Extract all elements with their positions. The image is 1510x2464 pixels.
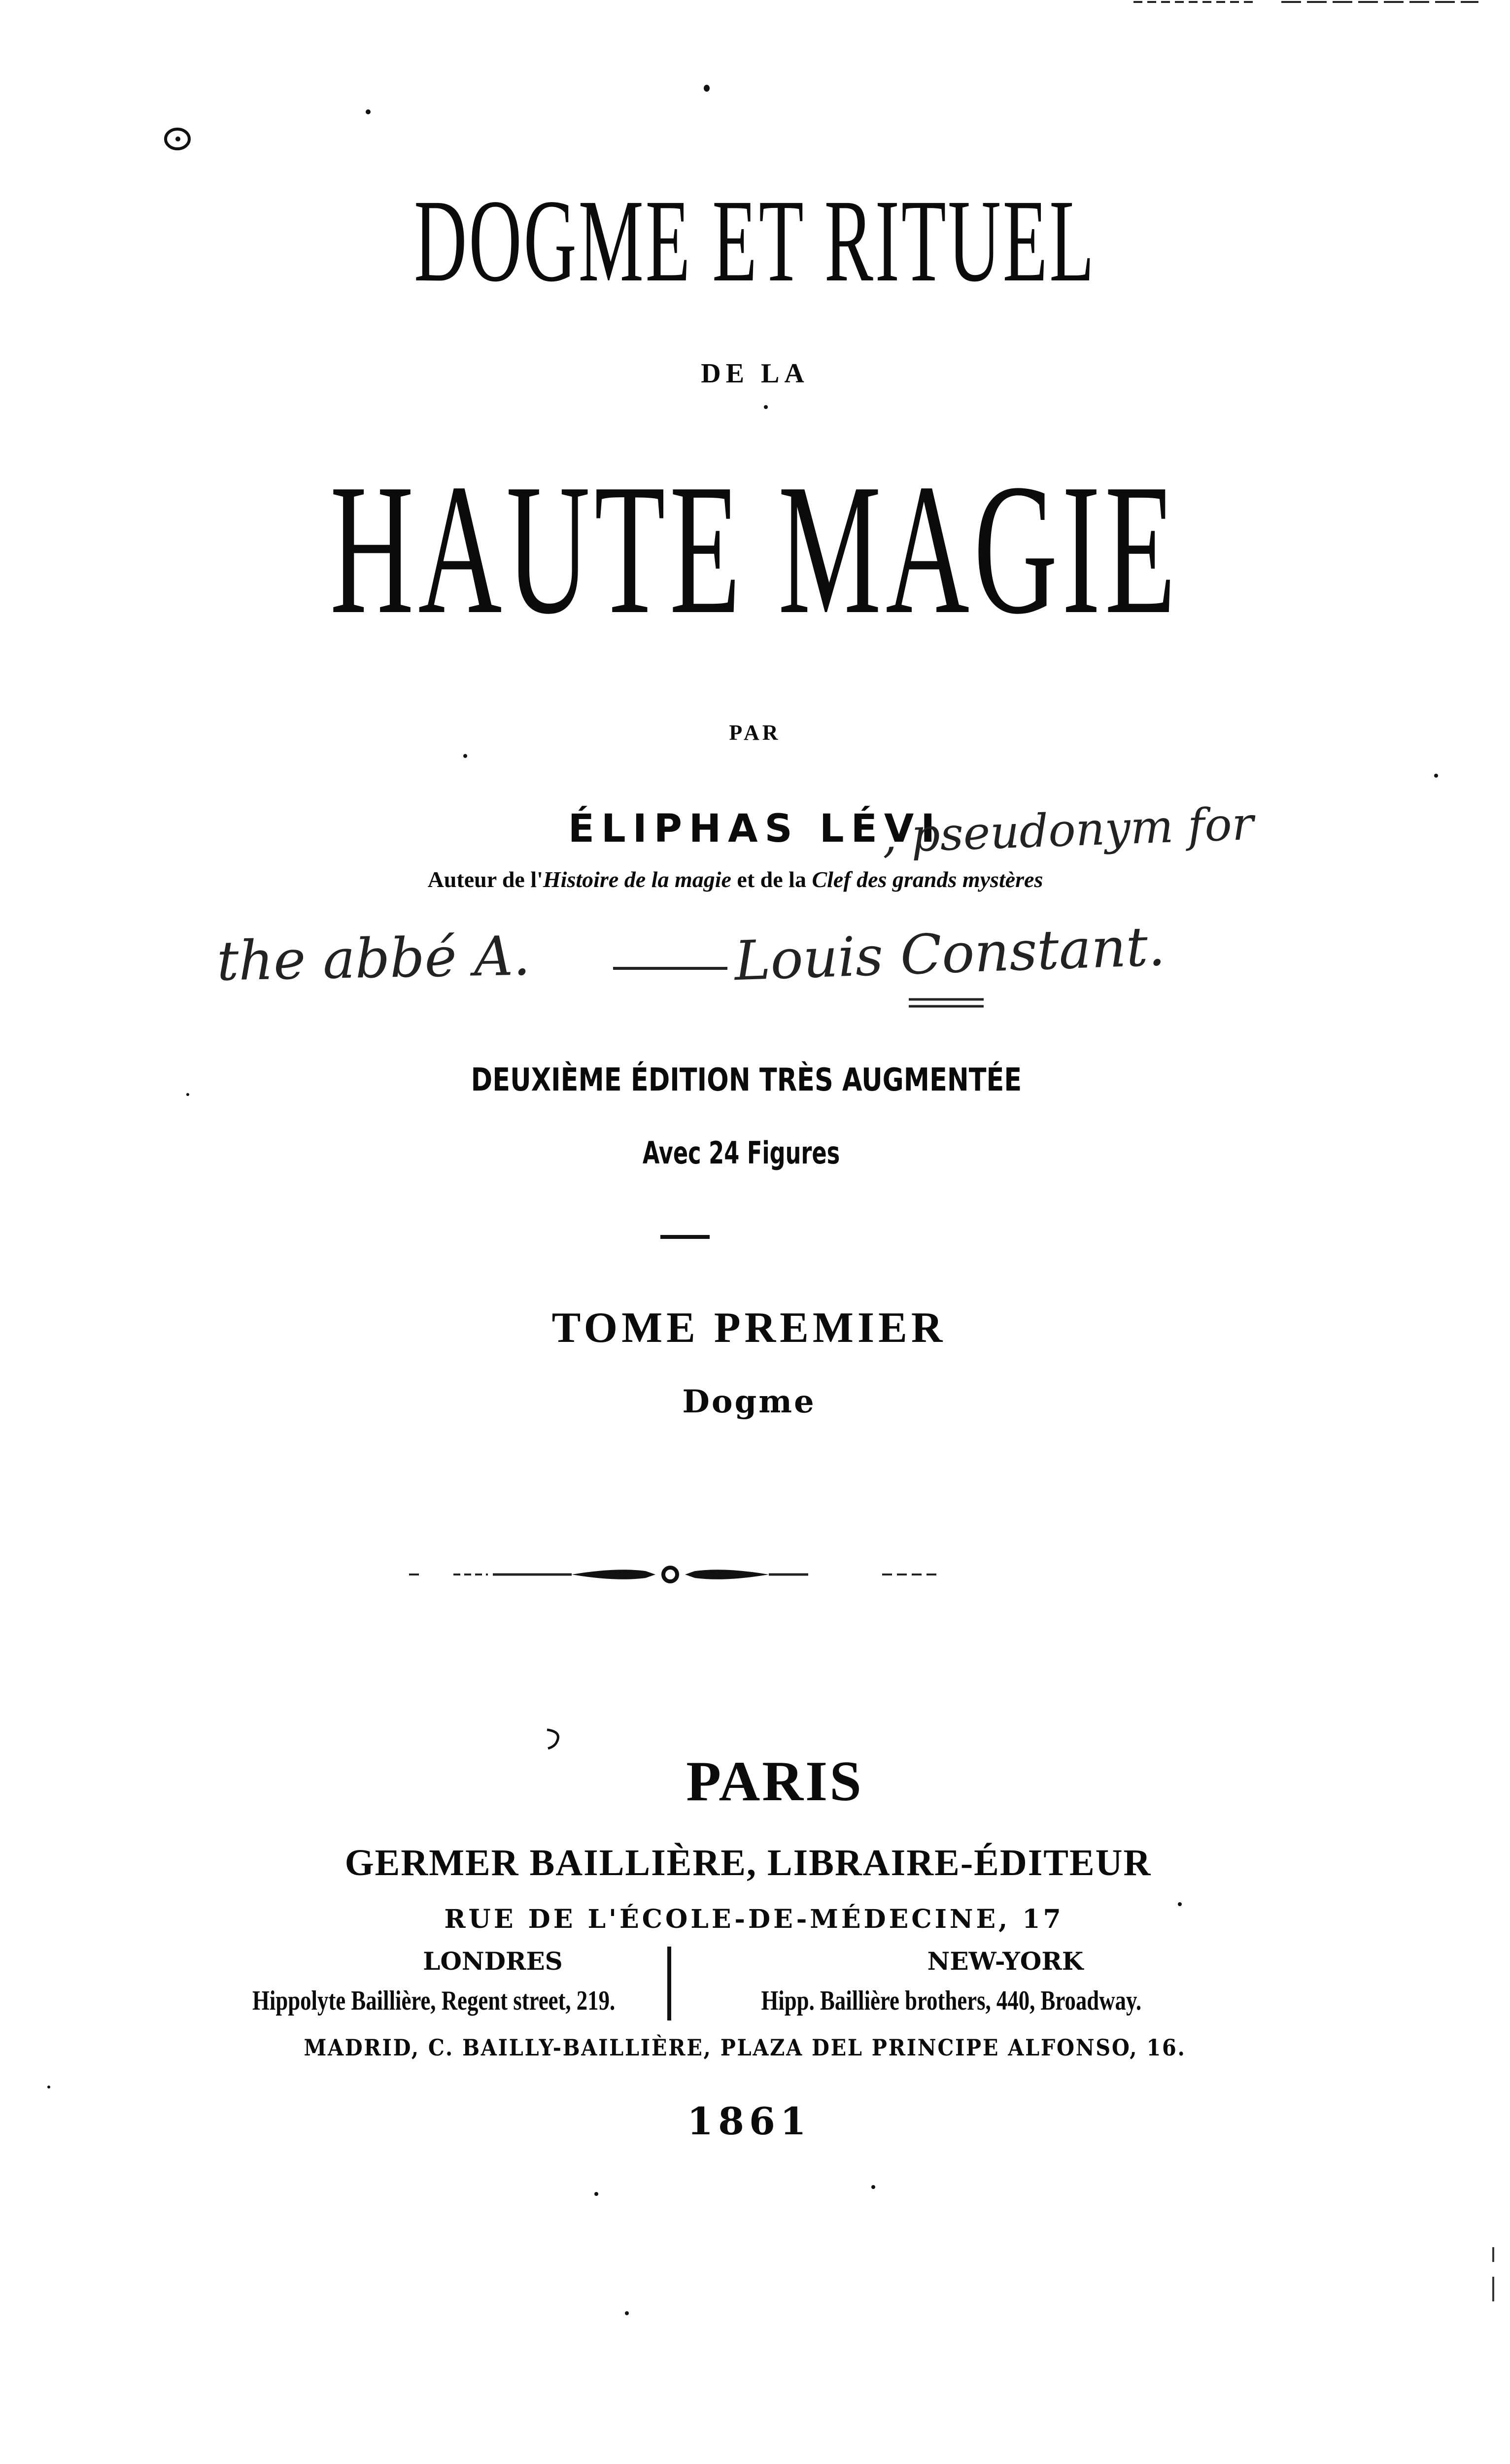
scan-speck (463, 754, 467, 758)
scan-speck (704, 85, 710, 92)
section-rule (660, 1234, 710, 1240)
scan-edge-marks (1488, 2247, 1498, 2306)
column-divider (667, 1947, 671, 2020)
publisher-address: RUE DE L'ÉCOLE-DE-MÉDECINE, 17 (444, 1904, 1064, 1934)
library-stamp-icon (162, 123, 193, 155)
scan-speck (47, 2086, 50, 2088)
newyork-label: NEW-YORK (927, 1947, 1084, 1976)
handwritten-note-2: the abbé A. (216, 924, 531, 993)
handwritten-underline (907, 995, 986, 1010)
scan-edge-marks (1133, 0, 1510, 6)
madrid-line: MADRID, C. BAILLY-BAILLIÈRE, PLAZA DEL PRINCIPE ALFONSO, 16. (304, 2034, 1187, 2061)
edition-line-1: DEUXIÈME ÉDITION TRÈS AUGMENTÉE (471, 1062, 1022, 1098)
title-line-2: DE LA (701, 358, 809, 389)
author-credentials: Auteur de l'Histoire de la magie et de la Clef des grands mystères (427, 867, 1043, 892)
newyork-address: Hipp. Baillière brothers, 440, Broadway. (761, 1985, 1141, 2016)
london-address: Hippolyte Baillière, Regent street, 219. (252, 1985, 616, 2016)
title-line-3: HAUTE MAGIE (330, 445, 1180, 653)
scan-speck (594, 2192, 598, 2196)
publisher-name: GERMER BAILLIÈRE, LIBRAIRE-ÉDITEUR (344, 1842, 1152, 1883)
handwritten-note-3: Louis Constant. (733, 914, 1167, 993)
volume-tome: TOME PREMIER (551, 1304, 947, 1352)
london-label: LONDRES (423, 1947, 563, 1976)
ornamental-rule (409, 1562, 951, 1587)
author-name: ÉLIPHAS LÉVI (568, 807, 942, 851)
volume-subtitle: Dogme (682, 1383, 816, 1420)
publisher-city: PARIS (686, 1750, 863, 1813)
handwritten-note-1: , pseudonym for (881, 797, 1255, 863)
edition-line-2: Avec 24 Figures (642, 1135, 840, 1171)
scan-speck (625, 2311, 629, 2315)
scan-speck (366, 109, 371, 114)
scan-speck (871, 2185, 875, 2189)
title-line-1: DOGME ET RITUEL (414, 175, 1096, 306)
scan-speck (1434, 774, 1438, 778)
par-label: PAR (729, 720, 781, 745)
handwritten-dash (611, 965, 729, 972)
publication-year: 1861 (687, 2099, 811, 2143)
scan-speck (764, 405, 768, 409)
